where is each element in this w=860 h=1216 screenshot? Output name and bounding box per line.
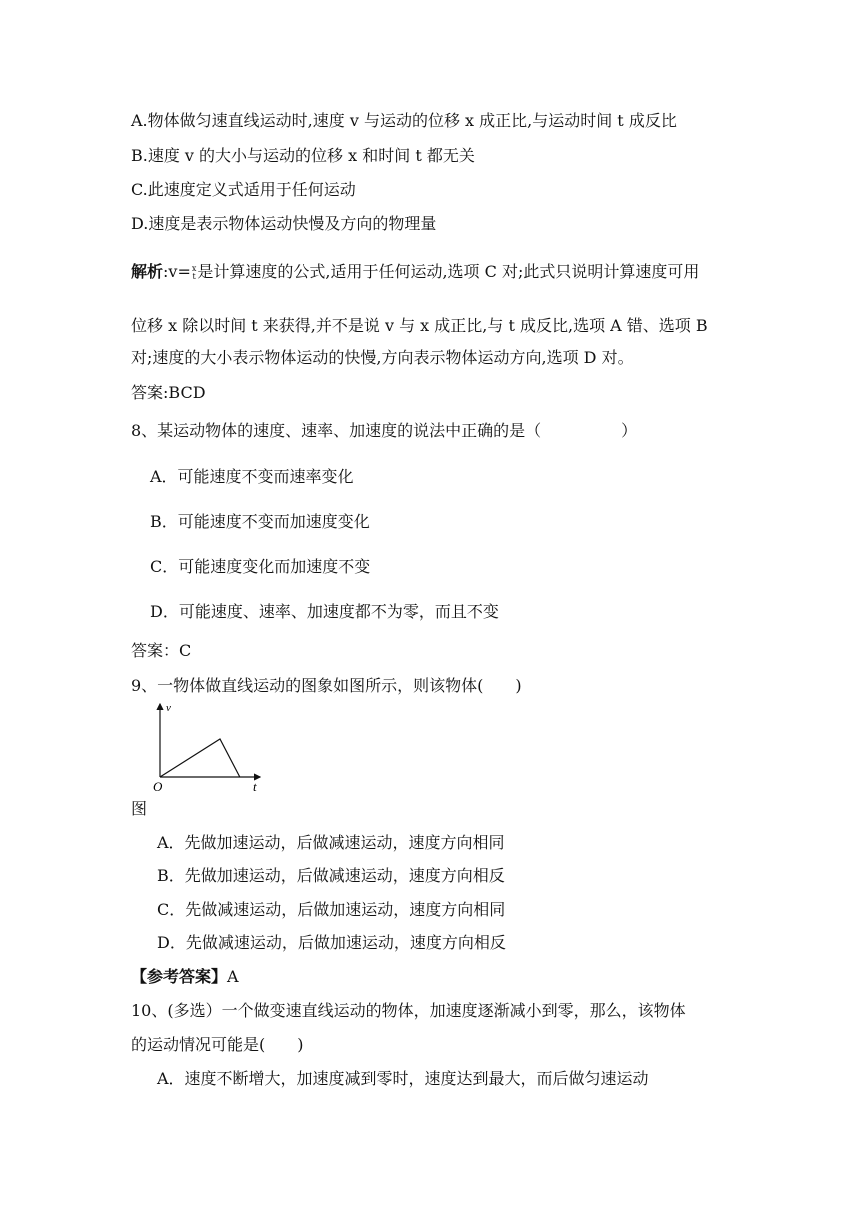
q7-option-b: B.速度 v 的大小与运动的位移 x 和时间 t 都无关 [131,146,475,165]
origin-label: O [153,779,163,794]
q7-option-a: A.物体做匀速直线运动时,速度 v 与运动的位移 x 成正比,与运动时间 t 成反比 [131,111,677,130]
q7-option-c: C.此速度定义式适用于任何运动 [131,180,356,199]
q8-answer: 答案：C [131,641,192,660]
analysis-fraction [192,265,197,281]
analysis-text-1: 是计算速度的公式,适用于任何运动,选项 C 对;此式只说明计算速度可用 [197,262,700,281]
q9-option-a: A．先做加速运动，后做减速运动，速度方向相同 [157,833,505,852]
q9-answer [131,967,239,987]
q8-option-b: B．可能速度不变而加速度变化 [150,512,370,531]
x-axis-label: t [253,779,257,794]
q8-stem: 8、某运动物体的速度、速率、加速度的说法中正确的是（ ） [131,421,638,440]
q7-analysis-line-2: 位移 x 除以时间 t 来获得,并不是说 v 与 x 成正比,与 t 成反比,选项 A 错、选项 B [131,316,708,335]
answer-label: 【参考答案】 [131,967,228,986]
velocity-line [160,739,240,777]
q9-stem: 9、一物体做直线运动的图象如图所示，则该物体( ) [131,676,522,695]
q10-stem-line-2: 的运动情况可能是( ) [131,1035,304,1054]
q7-answer: 答案:BCD [131,383,206,402]
fraction-numerator: x [191,263,197,273]
q7-analysis-line-1 [131,262,699,282]
q8-option-c: C．可能速度变化而加速度不变 [150,557,371,576]
q9-figure-caption: 图 [131,799,148,818]
answer-value: A [227,967,239,986]
fraction-denominator: t [192,271,196,281]
q7-option-d: D.速度是表示物体运动快慢及方向的物理量 [131,214,437,233]
q8-option-d: D．可能速度、速率、加速度都不为零，而且不变 [150,602,499,621]
q10-stem-line-1: 10、(多选）一个做变速直线运动的物体，加速度逐渐减小到零，那么，该物体 [131,1001,686,1020]
analysis-formula-prefix: :v= [163,262,191,281]
q8-option-a: A．可能速度不变而速率变化 [150,467,354,486]
vt-graph [150,700,270,796]
analysis-label: 解析 [131,262,164,281]
q9-option-d: D．先做减速运动，后做加速运动，速度方向相反 [157,933,506,952]
q9-option-b: B．先做加速运动，后做减速运动，速度方向相反 [157,866,505,885]
q7-analysis-line-3: 对;速度的大小表示物体运动的快慢,方向表示物体运动方向,选项 D 对。 [131,348,634,367]
q10-option-a: A．速度不断增大，加速度减到零时，速度达到最大，而后做匀速运动 [157,1069,649,1088]
q9-option-c: C．先做减速运动，后做加速运动，速度方向相同 [157,900,506,919]
y-axis-label: v [166,702,171,714]
